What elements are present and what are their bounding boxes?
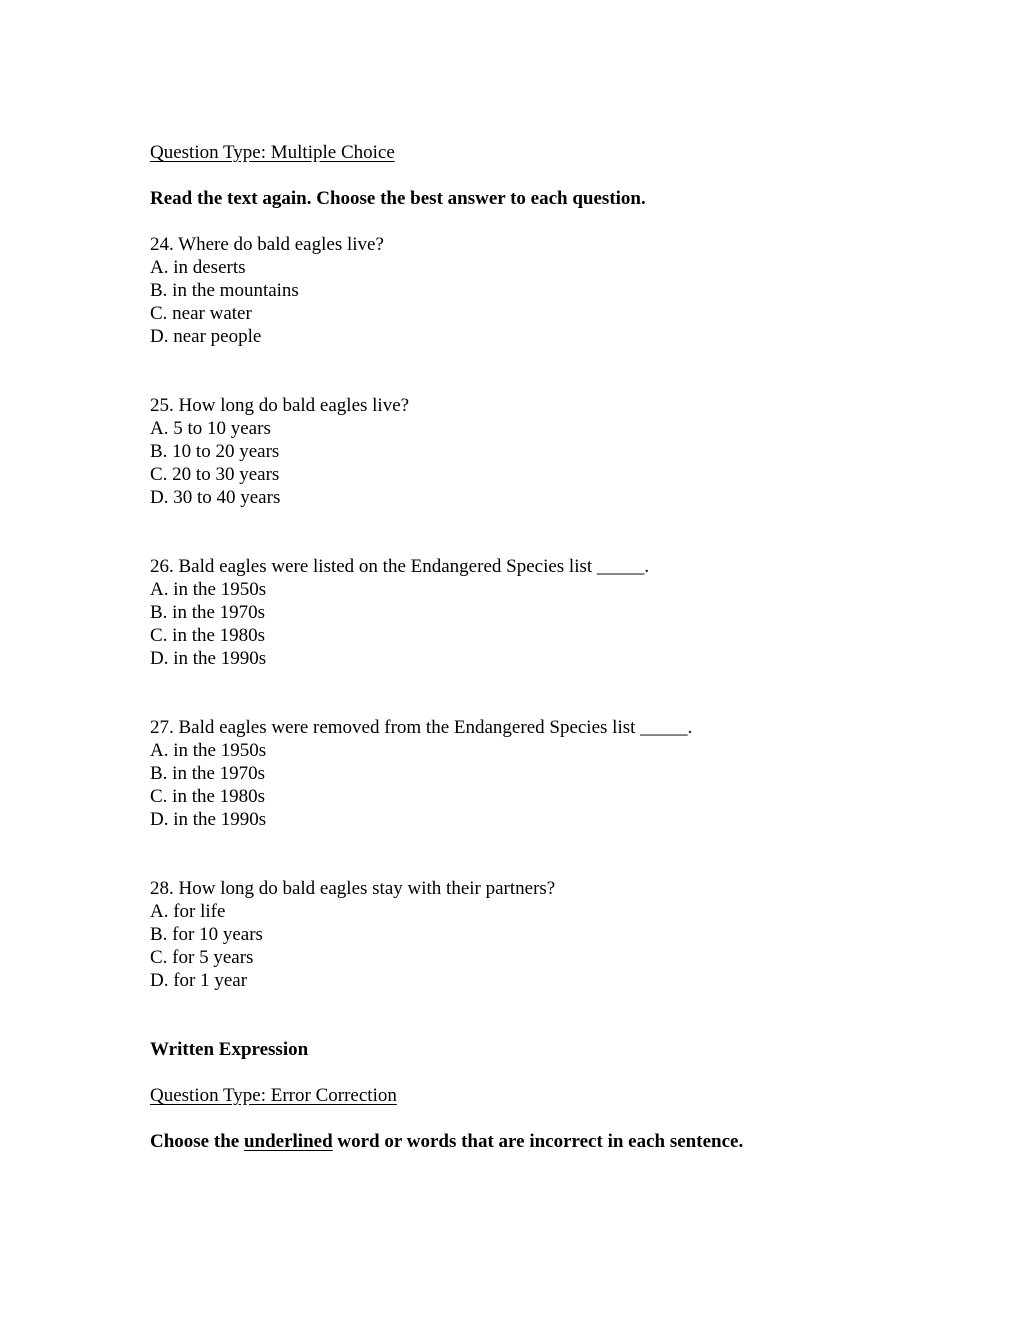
answer-option-d[interactable]: D. in the 1990s [150, 809, 267, 830]
answer-option-b[interactable]: B. in the 1970s [150, 602, 266, 623]
answer-option-d[interactable]: D. 30 to 40 years [150, 487, 281, 508]
answer-option-b[interactable]: B. 10 to 20 years [150, 441, 280, 462]
question-stem: 26. Bald eagles were listed on the Endangered Species list _____. [150, 556, 650, 577]
instructions-error-correction [150, 1130, 910, 1153]
question-24 [150, 233, 910, 348]
answer-option-a[interactable]: A. in deserts [150, 257, 246, 278]
answer-option-a[interactable]: A. in the 1950s [150, 579, 267, 600]
answer-option-d[interactable]: D. for 1 year [150, 970, 248, 991]
answer-option-d[interactable]: D. in the 1990s [150, 648, 267, 669]
instructions-multiple-choice: Read the text again. Choose the best answer to each question. [150, 188, 646, 209]
worksheet-page [150, 141, 910, 1176]
question-27 [150, 716, 910, 831]
answer-option-c[interactable]: C. in the 1980s [150, 625, 266, 646]
answer-option-a[interactable]: A. in the 1950s [150, 740, 267, 761]
answer-option-a[interactable]: A. for life [150, 901, 226, 922]
question-25 [150, 394, 910, 509]
question-type-multiple-choice: Question Type: Multiple Choice [150, 142, 395, 163]
answer-option-b[interactable]: B. in the 1970s [150, 763, 266, 784]
question-stem: 28. How long do bald eagles stay with their partners? [150, 878, 556, 899]
answer-option-d[interactable]: D. near people [150, 326, 262, 347]
question-stem: 25. How long do bald eagles live? [150, 395, 410, 416]
instruction-underlined-word: underlined [243, 1131, 333, 1152]
question-type-error-correction: Question Type: Error Correction [150, 1085, 397, 1106]
question-26 [150, 555, 910, 670]
question-type-label [150, 1084, 910, 1107]
section-heading-written-expression: Written Expression [150, 1039, 309, 1060]
instruction-text-end: word or words that are incorrect in each sentence. [332, 1131, 744, 1152]
question-list [150, 233, 910, 992]
answer-option-c[interactable]: C. in the 1980s [150, 786, 266, 807]
question-type-label [150, 141, 910, 164]
answer-option-c[interactable]: C. for 5 years [150, 947, 254, 968]
answer-option-b[interactable]: B. in the mountains [150, 280, 299, 301]
answer-option-b[interactable]: B. for 10 years [150, 924, 263, 945]
answer-option-c[interactable]: C. near water [150, 303, 252, 324]
question-28 [150, 877, 910, 992]
answer-option-a[interactable]: A. 5 to 10 years [150, 418, 271, 439]
answer-option-c[interactable]: C. 20 to 30 years [150, 464, 280, 485]
question-stem: 27. Bald eagles were removed from the Endangered Species list _____. [150, 717, 693, 738]
question-stem: 24. Where do bald eagles live? [150, 234, 384, 255]
instruction-text-start: Choose the [150, 1131, 244, 1152]
